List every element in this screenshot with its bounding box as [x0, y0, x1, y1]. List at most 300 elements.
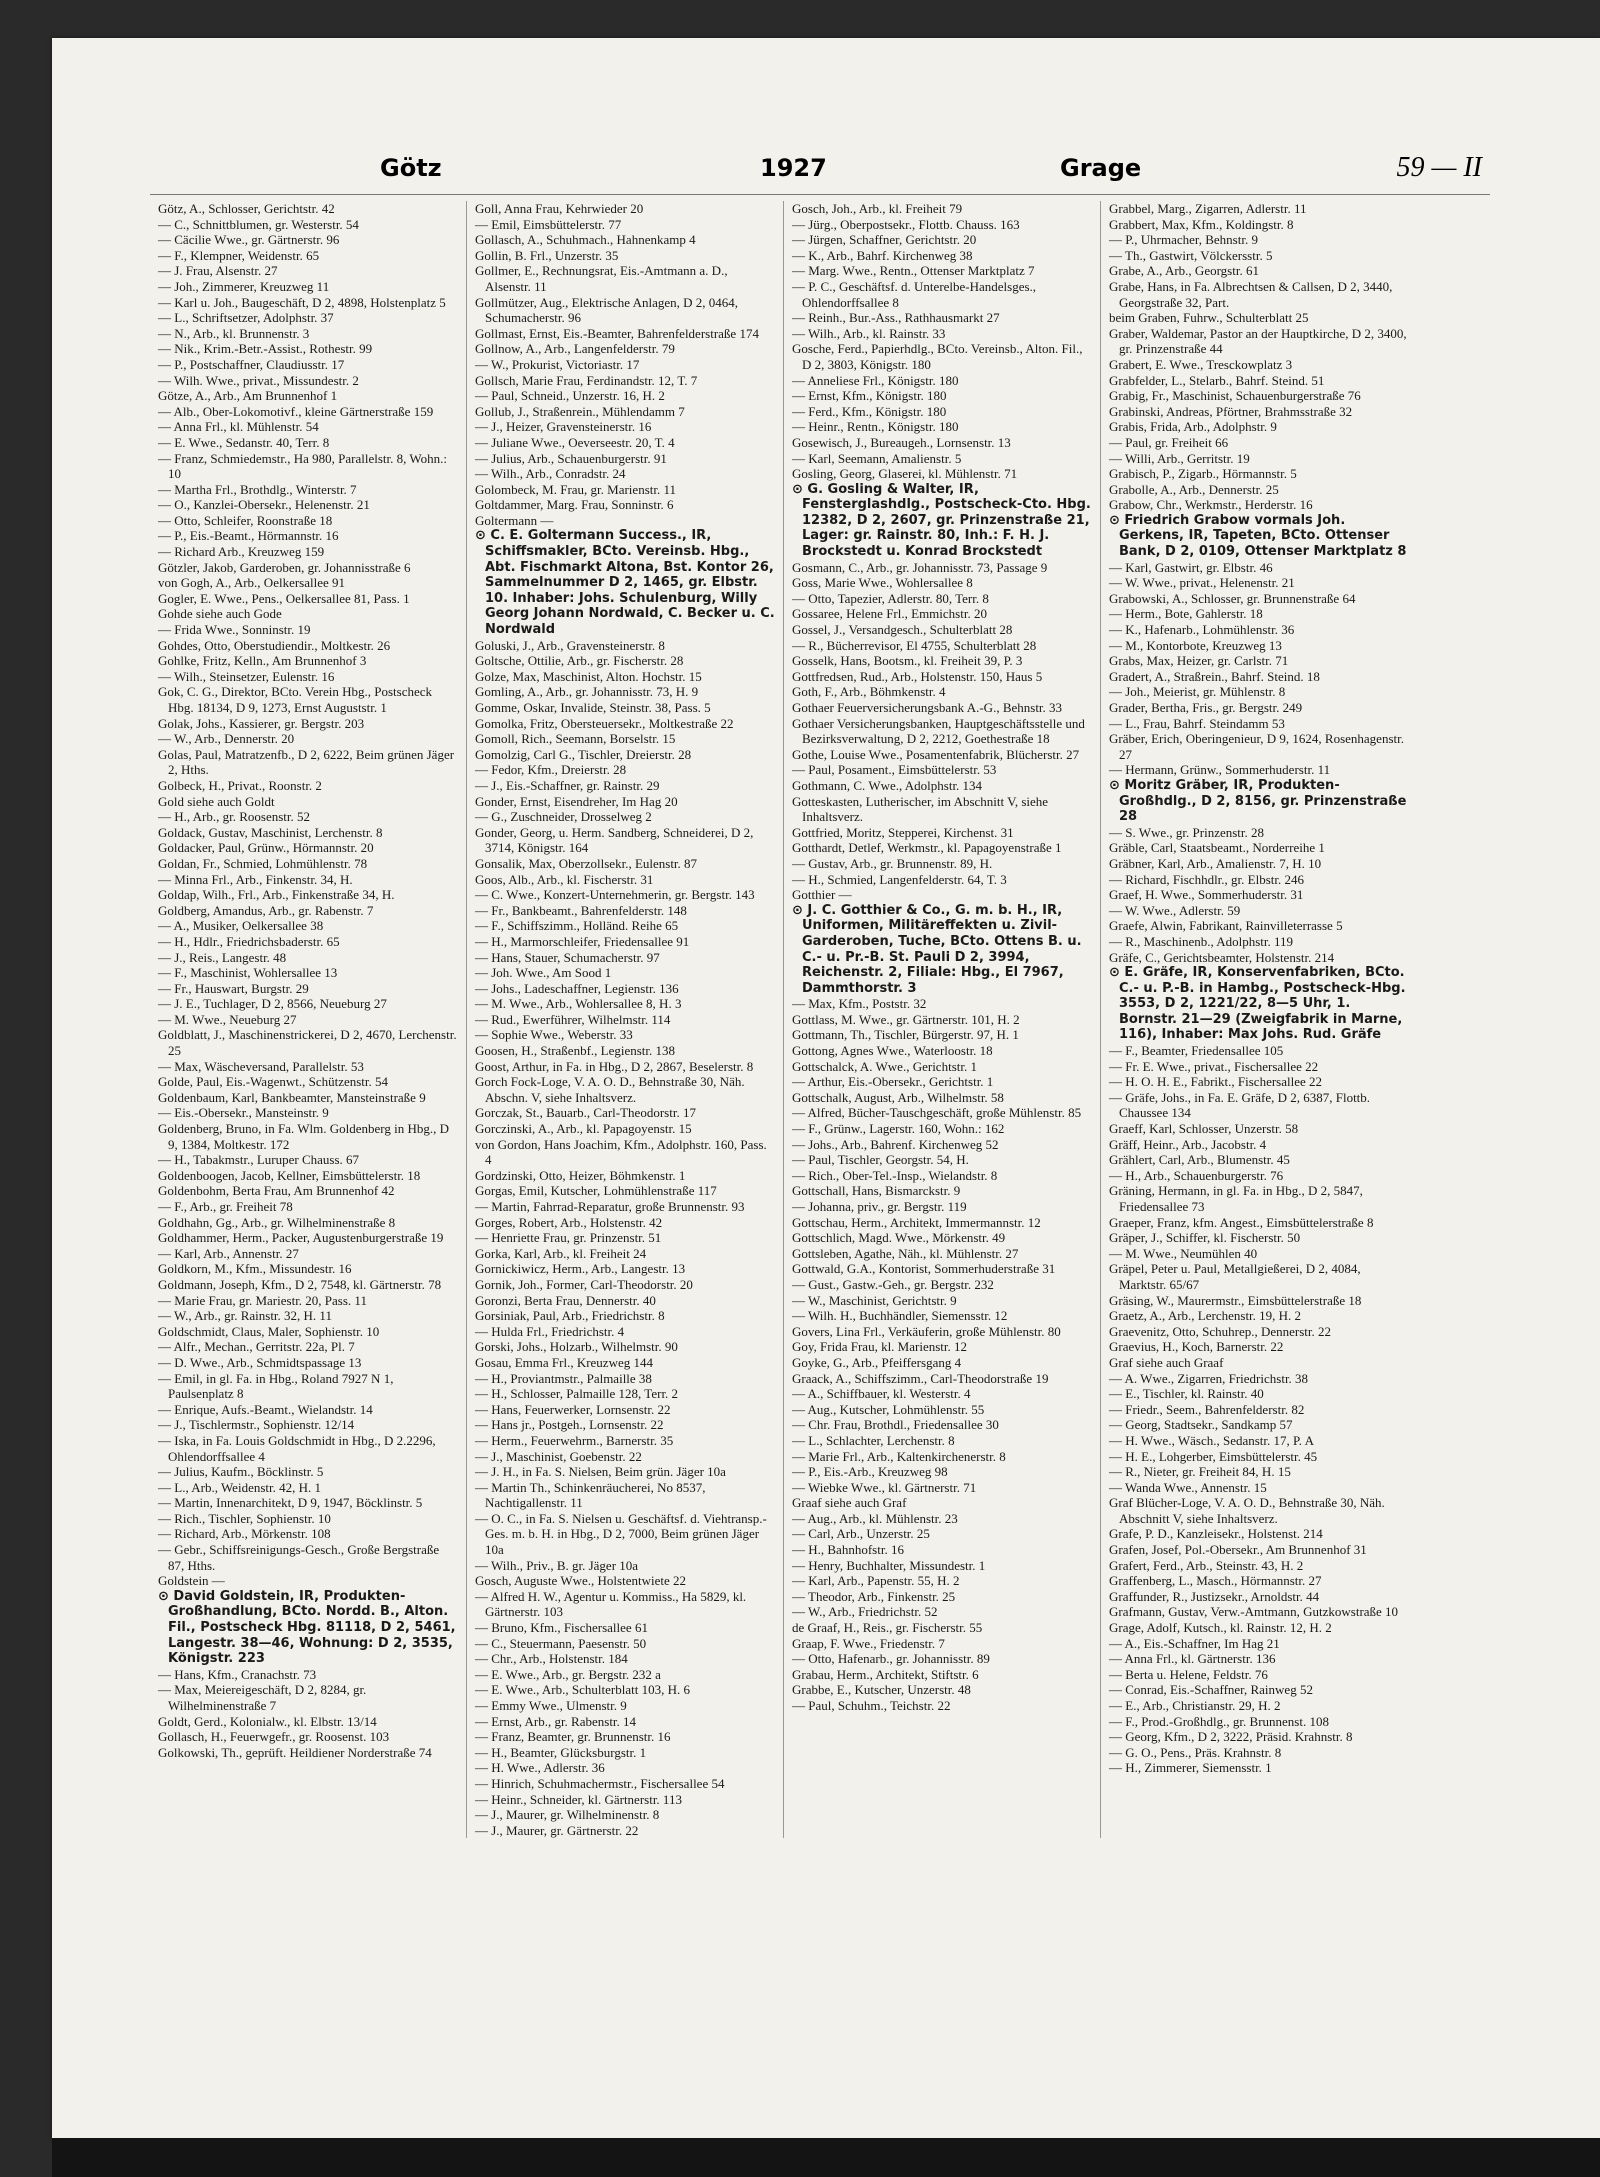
- directory-entry: Grabisch, P., Zigarb., Hörmannstr. 5: [1109, 466, 1297, 482]
- directory-entry: — Aug., Arb., kl. Mühlenstr. 23: [792, 1510, 958, 1526]
- directory-entry: Goldschmidt, Claus, Maler, Sophienstr. 10: [158, 1323, 380, 1339]
- directory-entry: — M. Wwe., Neueburg 27: [158, 1011, 297, 1027]
- directory-entry: Goldenbaum, Karl, Bankbeamter, Mansteinstraße 9: [158, 1089, 426, 1105]
- directory-entry: — Eis.-Obersekr., Mansteinstr. 9: [158, 1105, 329, 1121]
- directory-entry: — M. Wwe., Arb., Wohlersallee 8, H. 3: [475, 996, 682, 1012]
- directory-entry: Goldstein —: [158, 1573, 225, 1589]
- directory-entry: Gräber, Erich, Oberingenieur, D 9, 1624, Rosenhagenstr. 27: [1109, 731, 1404, 762]
- directory-entry: ⊙ G. Gosling & Walter, IR, Fensterglashdlg., Postscheck-Cto. Hbg. 12382, D 2, 2607, gr. Prinzenstraße 21, Lager: gr. Rainstr. 80, Inh.: F. H. J. Brockstedt u. Konrad Brockstedt: [792, 481, 1091, 560]
- directory-entry: — H. Wwe., Wäsch., Sedanstr. 17, P. A: [1109, 1432, 1314, 1448]
- directory-entry: Graf siehe auch Graaf: [1109, 1354, 1224, 1370]
- directory-entry: — Otto, Tapezier, Adlerstr. 80, Terr. 8: [792, 590, 989, 606]
- directory-entry: — E. Wwe., Sedanstr. 40, Terr. 8: [158, 434, 330, 450]
- directory-entry: Gosche, Ferd., Papierhdlg., BCto. Vereinsb., Alton. Fil., D 2, 3803, Königstr. 180: [792, 341, 1083, 372]
- directory-entry: — Wilh., Steinsetzer, Eulenstr. 16: [158, 668, 335, 684]
- directory-entry: — H., Beamter, Glücksburgstr. 1: [475, 1744, 647, 1760]
- directory-entry: Gorski, Johs., Holzarb., Wilhelmstr. 90: [475, 1339, 678, 1355]
- directory-entry: Gräbner, Karl, Arb., Amalienstr. 7, H. 10: [1109, 855, 1322, 871]
- directory-entry: — Richard, Arb., Mörkenstr. 108: [158, 1526, 331, 1542]
- directory-entry: — Th., Gastwirt, Völckersstr. 5: [1109, 247, 1273, 263]
- directory-entry: Gottsleben, Agathe, Näh., kl. Mühlenstr. 27: [792, 1245, 1019, 1261]
- directory-entry: — J., Eis.-Schaffner, gr. Rainstr. 29: [475, 777, 660, 793]
- directory-entry: Gothmann, C. Wwe., Adolphstr. 134: [792, 777, 983, 793]
- directory-entry: — H. E., Lohgerber, Eimsbüttelerstr. 45: [1109, 1448, 1318, 1464]
- directory-entry: — A., Musiker, Oelkersallee 38: [158, 918, 324, 934]
- directory-entry: — F., Arb., gr. Freiheit 78: [158, 1199, 293, 1214]
- directory-entry: — J., Reis., Langestr. 48: [158, 949, 287, 965]
- directory-entry: — E. Wwe., Arb., Schulterblatt 103, H. 6: [475, 1682, 690, 1698]
- directory-entry: Goldhammer, Herm., Packer, Augustenburgerstraße 19: [158, 1230, 444, 1246]
- directory-entry: — Fr., Hauswart, Burgstr. 29: [158, 980, 309, 996]
- directory-entry: — Georg, Stadtsekr., Sandkamp 57: [1109, 1417, 1293, 1433]
- directory-entry: — Henriette Frau, gr. Prinzenstr. 51: [475, 1230, 662, 1246]
- directory-entry: Gräsing, W., Maurermstr., Eimsbüttelerstraße 18: [1109, 1292, 1362, 1308]
- directory-entry: — E., Tischler, kl. Rainstr. 40: [1109, 1386, 1264, 1402]
- directory-entry: — Sophie Wwe., Weberstr. 33: [475, 1027, 633, 1043]
- directory-entry: — Fedor, Kfm., Dreierstr. 28: [475, 762, 627, 778]
- directory-entry: Grabs, Max, Heizer, gr. Carlstr. 71: [1109, 653, 1289, 669]
- directory-entry: Graef, H. Wwe., Sommerhuderstr. 31: [1109, 887, 1304, 903]
- directory-entry: — Fr., Bankbeamt., Bahrenfelderstr. 148: [475, 902, 687, 918]
- directory-entry: — W., Arb., Dennerstr. 20: [158, 731, 295, 747]
- directory-entry: — Herm., Feuerwehrm., Barnerstr. 35: [475, 1432, 674, 1448]
- directory-entry: — Gust., Gastw.-Geh., gr. Bergstr. 232: [792, 1276, 994, 1292]
- directory-entry: — Richard, Fischhdlr., gr. Elbstr. 246: [1109, 871, 1304, 887]
- directory-entry: — R., Nieter, gr. Freiheit 84, H. 15: [1109, 1464, 1291, 1480]
- header-last-name: Grage: [1060, 154, 1142, 182]
- directory-entry: Gottschau, Herm., Architekt, Immermannstr. 12: [792, 1214, 1041, 1230]
- directory-entry: Gradert, A., Straßrein., Bahrf. Steind. 18: [1109, 668, 1320, 684]
- directory-entry: Gosewisch, J., Bureaugeh., Lornsenstr. 13: [792, 434, 1011, 450]
- directory-entry: Gosling, Georg, Glaserei, kl. Mühlenstr. 71: [792, 466, 1018, 482]
- directory-entry: — Karl, Arb., Papenstr. 55, H. 2: [792, 1573, 960, 1589]
- directory-entry: Goldenbohm, Berta Frau, Am Brunnenhof 42: [158, 1183, 395, 1199]
- directory-entry: Goronzi, Berta Frau, Dennerstr. 40: [475, 1292, 656, 1308]
- directory-entry: — P., Eis.-Beamt., Hörmannstr. 16: [158, 528, 339, 544]
- directory-entry: — Theodor, Arb., Finkenstr. 25: [792, 1588, 956, 1604]
- directory-entry: — Paul, Tischler, Georgstr. 54, H.: [792, 1152, 969, 1168]
- directory-entry: Goth, F., Arb., Böhmkenstr. 4: [792, 684, 946, 700]
- directory-entry: — Jürgen, Schaffner, Gerichtstr. 20: [792, 232, 977, 248]
- directory-entry: — Hans, Stauer, Schumacherstr. 97: [475, 949, 660, 965]
- directory-entry: — Cäcilie Wwe., gr. Gärtnerstr. 96: [158, 232, 340, 248]
- directory-entry: — Paul, Schneid., Unzerstr. 16, H. 2: [475, 388, 665, 404]
- directory-entry: — Karl, Seemann, Amalienstr. 5: [792, 450, 962, 466]
- directory-entry: Gomolka, Fritz, Obersteuersekr., Moltkestraße 22: [475, 715, 734, 731]
- directory-entry: Gorgas, Emil, Kutscher, Lohmühlenstraße 117: [475, 1183, 717, 1199]
- directory-entry: Gottschalk, August, Arb., Wilhelmstr. 58: [792, 1089, 1004, 1105]
- directory-entry: — L., Arb., Weidenstr. 42, H. 1: [158, 1479, 322, 1495]
- directory-entry: Gotthardt, Detlef, Werkmstr., kl. Papagoyenstraße 1: [792, 840, 1062, 856]
- column-3: [784, 201, 1101, 1838]
- directory-entry: Gohlke, Fritz, Kelln., Am Brunnenhof 3: [158, 653, 367, 669]
- directory-entry: Gollasch, A., Schuhmach., Hahnenkamp 4: [475, 232, 696, 248]
- directory-entry: — O., Kanzlei-Obersekr., Helenenstr. 21: [158, 497, 370, 513]
- directory-entry: — Anna Frl., kl. Mühlenstr. 54: [158, 419, 319, 435]
- directory-entry: — Martin, Fahrrad-Reparatur, große Brunnenstr. 93: [475, 1199, 745, 1214]
- directory-entry: Gollasch, H., Feuerwgefr., gr. Roosenst. 103: [158, 1729, 390, 1745]
- directory-entry: — E., Arb., Christianstr. 29, H. 2: [1109, 1698, 1281, 1713]
- directory-entry: — A. Wwe., Zigarren, Friedrichstr. 38: [1109, 1370, 1309, 1386]
- directory-entry: — L., Schlachter, Lerchenstr. 8: [792, 1432, 955, 1448]
- directory-entry: Golombeck, M. Frau, gr. Marienstr. 11: [475, 481, 676, 497]
- directory-entry: — Johs., Arb., Bahrenf. Kirchenweg 52: [792, 1136, 999, 1152]
- directory-entry: Gollub, J., Straßenrein., Mühlendamm 7: [475, 403, 685, 419]
- directory-entry: — Bruno, Kfm., Fischersallee 61: [475, 1620, 648, 1636]
- directory-entry: Gollmast, Ernst, Eis.-Beamter, Bahrenfelderstraße 174: [475, 325, 759, 341]
- directory-entry: Graffenberg, L., Masch., Hörmannstr. 27: [1109, 1573, 1322, 1589]
- column-1: [150, 201, 467, 1838]
- directory-entry: — S. Wwe., gr. Prinzenstr. 28: [1109, 824, 1265, 840]
- directory-entry: — Alfr., Mechan., Gerritstr. 22a, Pl. 7: [158, 1339, 355, 1355]
- directory-entry: — Johanna, priv., gr. Bergstr. 119: [792, 1199, 967, 1214]
- directory-entry: Gok, C. G., Direktor, BCto. Verein Hbg., Postscheck Hbg. 18134, D 9, 1273, Ernst Auguststr. 1: [158, 684, 433, 715]
- directory-entry: Gosau, Emma Frl., Kreuzweg 144: [475, 1354, 653, 1370]
- directory-entry: Grabe, Hans, in Fa. Albrechtsen & Callsen, D 2, 3440, Georgstraße 32, Part.: [1109, 278, 1393, 310]
- directory-entry: Gosch, Auguste Wwe., Holstentwiete 22: [475, 1573, 686, 1589]
- directory-entry: — M., Kontorbote, Kreuzweg 13: [1109, 637, 1282, 653]
- directory-entry: Golkowski, Th., geprüft. Heildiener Norderstraße 74: [158, 1744, 432, 1760]
- directory-entry: Gold siehe auch Goldt: [158, 793, 275, 809]
- directory-entry: Grabbe, E., Kutscher, Unzerstr. 48: [792, 1682, 971, 1698]
- directory-entry: Grabow, Chr., Werkmstr., Herderstr. 16: [1109, 497, 1313, 513]
- directory-entry: Goldan, Fr., Schmied, Lohmühlenstr. 78: [158, 855, 368, 871]
- directory-entry: Golze, Max, Maschinist, Alton. Hochstr. 15: [475, 668, 702, 684]
- directory-entry: Graevius, H., Koch, Barnerstr. 22: [1109, 1339, 1284, 1355]
- directory-entry: Gorczak, St., Bauarb., Carl-Theodorstr. 17: [475, 1105, 696, 1121]
- directory-entry: Gohdes, Otto, Oberstudiendir., Moltkestr. 26: [158, 637, 391, 653]
- directory-entry: — H., Bahnhofstr. 16: [792, 1542, 904, 1558]
- directory-entry: Grafert, Ferd., Arb., Steinstr. 43, H. 2: [1109, 1557, 1304, 1573]
- directory-entry: — Arthur, Eis.-Obersekr., Gerichtstr. 1: [792, 1074, 994, 1090]
- directory-entry: — Conrad, Eis.-Schaffner, Rainweg 52: [1109, 1682, 1313, 1698]
- directory-entry: — Chr. Frau, Brothdl., Friedensallee 30: [792, 1417, 999, 1433]
- directory-entry: Gotteskasten, Lutherischer, im Abschnitt V, siehe Inhaltsverz.: [792, 793, 1049, 825]
- directory-entry: — Rich., Tischler, Sophienstr. 10: [158, 1510, 331, 1526]
- directory-entry: — Wilh. H., Buchhändler, Siemensstr. 12: [792, 1308, 1008, 1324]
- directory-entry: — P., Eis.-Arb., Kreuzweg 98: [792, 1464, 948, 1480]
- directory-entry: Goldacker, Paul, Grünw., Hörmannstr. 20: [158, 840, 374, 856]
- directory-entry: — C. Wwe., Konzert-Unternehmerin, gr. Bergstr. 143: [475, 887, 755, 903]
- directory-entry: — Frida Wwe., Sonninstr. 19: [158, 622, 311, 638]
- directory-entry: Grabowski, A., Schlosser, gr. Brunnenstraße 64: [1109, 590, 1356, 606]
- directory-entry: — P., Postschaffner, Claudiusstr. 17: [158, 356, 345, 372]
- directory-entry: — Alfred H. W., Agentur u. Kommiss., Ha 5829, kl. Gärtnerstr. 103: [475, 1588, 747, 1620]
- directory-entry: Graber, Waldemar, Pastor an der Hauptkirche, D 2, 3400, gr. Prinzenstraße 44: [1109, 325, 1407, 357]
- directory-entry: — Alb., Ober-Lokomotivf., kleine Gärtnerstraße 159: [158, 403, 434, 419]
- directory-entry: Gottschalck, A. Wwe., Gerichtstr. 1: [792, 1058, 977, 1074]
- directory-entry: Goldack, Gustav, Maschinist, Lerchenstr. 8: [158, 824, 383, 840]
- directory-entry: — R., Maschinenb., Adolphstr. 119: [1109, 933, 1294, 949]
- directory-entry: — Marie Frau, gr. Mariestr. 20, Pass. 11: [158, 1292, 367, 1308]
- directory-entry: Götz, A., Schlosser, Gerichtstr. 42: [158, 201, 335, 216]
- directory-entry: Graack, A., Schiffszimm., Carl-Theodorstraße 19: [792, 1370, 1049, 1386]
- directory-entry: — K., Hafenarb., Lohmühlenstr. 36: [1109, 622, 1295, 638]
- directory-entry: Gräning, Hermann, in gl. Fa. in Hbg., D 2, 5847, Friedensallee 73: [1109, 1183, 1363, 1214]
- directory-entry: — Berta u. Helene, Feldstr. 76: [1109, 1666, 1268, 1682]
- directory-entry: Golas, Paul, Matratzenfb., D 2, 6222, Beim grünen Jäger 2, Hths.: [158, 746, 455, 778]
- directory-entry: Goll, Anna Frau, Kehrwieder 20: [475, 201, 644, 216]
- directory-entry: Gornik, Joh., Former, Carl-Theodorstr. 20: [475, 1276, 693, 1292]
- page-number: 59 — II: [1396, 152, 1482, 183]
- directory-entry: — Heinr., Schneider, kl. Gärtnerstr. 113: [475, 1791, 682, 1807]
- directory-entry: Gornickiwicz, Herm., Arb., Langestr. 13: [475, 1261, 686, 1277]
- directory-entry: Graefe, Alwin, Fabrikant, Rainvilleterrasse 5: [1109, 918, 1343, 934]
- directory-entry: Goldkorn, M., Kfm., Missundestr. 16: [158, 1261, 352, 1277]
- directory-entry: — Friedr., Seem., Bahrenfelderstr. 82: [1109, 1401, 1305, 1417]
- directory-entry: — N., Arb., kl. Brunnenstr. 3: [158, 325, 310, 341]
- directory-entry: — Marie Frl., Arb., Kaltenkirchenerstr. 8: [792, 1448, 1006, 1464]
- page-content: [150, 150, 1490, 1838]
- directory-entry: — Wiebke Wwe., kl. Gärtnerstr. 71: [792, 1479, 977, 1495]
- directory-entry: Goldberg, Amandus, Arb., gr. Rabenstr. 7: [158, 902, 374, 918]
- directory-entry: Gomolzig, Carl G., Tischler, Dreierstr. 28: [475, 746, 692, 762]
- directory-entry: — W. Wwe., Adlerstr. 59: [1109, 902, 1241, 918]
- directory-entry: Götze, A., Arb., Am Brunnenhof 1: [158, 388, 338, 404]
- directory-entry: Gollnow, A., Arb., Langenfelderstr. 79: [475, 341, 675, 357]
- directory-entry: von Gordon, Hans Joachim, Kfm., Adolphstr. 160, Pass. 4: [475, 1136, 767, 1168]
- directory-entry: — W., Prokurist, Victoriastr. 17: [475, 356, 640, 372]
- directory-entry: Gollsch, Marie Frau, Ferdinandstr. 12, T. 7: [475, 372, 698, 388]
- directory-entry: Graeper, Franz, kfm. Angest., Eimsbüttelerstraße 8: [1109, 1214, 1374, 1230]
- directory-entry: — H., Hdlr., Friedrichsbaderstr. 65: [158, 933, 340, 949]
- directory-entry: — Ernst, Kfm., Königstr. 180: [792, 388, 947, 404]
- directory-entry: — Nik., Krim.-Betr.-Assist., Rothestr. 99: [158, 341, 373, 357]
- directory-entry: — J., Maschinist, Goebenstr. 22: [475, 1448, 642, 1464]
- directory-entry: — Martin Th., Schinkenräucherei, No 8537, Nachtigallenstr. 11: [475, 1479, 706, 1511]
- directory-entry: — F., Klempner, Weidenstr. 65: [158, 247, 320, 263]
- directory-entry: — Joh., Zimmerer, Kreuzweg 11: [158, 278, 330, 294]
- directory-entry: von Gogh, A., Arb., Oelkersallee 91: [158, 575, 346, 591]
- directory-entry: — Enrique, Aufs.-Beamt., Wielandstr. 14: [158, 1401, 373, 1417]
- directory-entry: — P., Uhrmacher, Behnstr. 9: [1109, 232, 1258, 248]
- directory-entry: — Herm., Bote, Gahlerstr. 18: [1109, 606, 1263, 622]
- directory-entry: — Julius, Kaufm., Böcklinstr. 5: [158, 1464, 324, 1480]
- directory-entry: Grafe, P. D., Kanzleisekr., Holstenst. 214: [1109, 1526, 1323, 1542]
- directory-entry: — Martha Frl., Brothdlg., Winterstr. 7: [158, 481, 357, 497]
- directory-entry: Gottmann, Th., Tischler, Bürgerstr. 97, H. 1: [792, 1027, 1019, 1043]
- directory-entry: — J., Maurer, gr. Wilhelminenstr. 8: [475, 1807, 660, 1823]
- column-2: [467, 201, 784, 1838]
- directory-entry: Gothaer Feuerversicherungsbank A.-G., Behnstr. 33: [792, 700, 1063, 715]
- directory-entry: — Otto, Schleifer, Roonstraße 18: [158, 512, 333, 528]
- directory-entry: — Willi, Arb., Gerritstr. 19: [1109, 450, 1250, 466]
- directory-entry: Grabbert, Max, Kfm., Koldingstr. 8: [1109, 216, 1294, 232]
- directory-entry: — Wilh., Priv., B. gr. Jäger 10a: [475, 1557, 639, 1573]
- directory-entry: Goldhahn, Gg., Arb., gr. Wilhelminenstraße 8: [158, 1214, 396, 1230]
- directory-entry: Gorges, Robert, Arb., Holstenstr. 42: [475, 1214, 663, 1230]
- directory-entry: Gogler, E. Wwe., Pens., Oelkersallee 81, Pass. 1: [158, 590, 410, 606]
- directory-entry: — Gebr., Schiffsreinigungs-Gesch., Große Bergstraße 87, Hths.: [158, 1542, 440, 1573]
- directory-entry: Goyke, G., Arb., Pfeiffersgang 4: [792, 1354, 962, 1370]
- directory-entry: Gräper, J., Schiffer, kl. Fischerstr. 50: [1109, 1230, 1301, 1246]
- directory-entry: Grabe, A., Arb., Georgstr. 61: [1109, 263, 1259, 279]
- directory-entry: — Chr., Arb., Holstenstr. 184: [475, 1651, 628, 1667]
- directory-entry: — Hans, Feuerwerker, Lornsenstr. 22: [475, 1401, 671, 1417]
- directory-entry: — Karl u. Joh., Baugeschäft, D 2, 4898, Holstenplatz 5: [158, 294, 446, 310]
- directory-entry: Grabbel, Marg., Zigarren, Adlerstr. 11: [1109, 201, 1307, 216]
- directory-entry: — Minna Frl., Arb., Finkenstr. 34, H.: [158, 871, 353, 887]
- directory-entry: — H. O. H. E., Fabrikt., Fischersallee 22: [1109, 1074, 1323, 1090]
- directory-entry: Gollmer, E., Rechnungsrat, Eis.-Amtmann a. D., Alsenstr. 11: [475, 263, 728, 294]
- directory-entry: — H., Arb., Schauenburgerstr. 76: [1109, 1167, 1284, 1183]
- directory-entry: Golak, Johs., Kassierer, gr. Bergstr. 203: [158, 715, 365, 731]
- directory-entry: Goluski, J., Arb., Gravensteinerstr. 8: [475, 637, 665, 653]
- directory-entry: — O. C., in Fa. S. Nielsen u. Geschäftsf. d. Viehtransp.-Ges. m. b. H. in Hbg., D 2, 7000, Beim grünen Jäger 10a: [475, 1510, 767, 1558]
- directory-entry: Goltdammer, Marg. Frau, Sonninstr. 6: [475, 497, 674, 513]
- directory-entry: Gosselk, Hans, Bootsm., kl. Freiheit 39, P. 3: [792, 653, 1023, 669]
- directory-entry: Gossaree, Helene Frl., Emmichstr. 20: [792, 606, 987, 622]
- directory-entry: Golbeck, H., Privat., Roonstr. 2: [158, 777, 322, 793]
- directory-entry: — J. E., Tuchlager, D 2, 8566, Neueburg 27: [158, 996, 387, 1012]
- directory-entry: Gossel, J., Versandgesch., Schulterblatt 28: [792, 622, 1013, 638]
- directory-entry: Graf Blücher-Loge, V. A. O. D., Behnstraße 30, Näh. Abschnitt V, siehe Inhaltsverz.: [1109, 1495, 1385, 1526]
- directory-entry: — Hans, Kfm., Cranachstr. 73: [158, 1666, 317, 1682]
- directory-entry: Götzler, Jakob, Garderoben, gr. Johannisstraße 6: [158, 559, 411, 575]
- directory-entry: — H., Schlosser, Palmaille 128, Terr. 2: [475, 1386, 679, 1402]
- directory-entry: — Richard Arb., Kreuzweg 159: [158, 544, 325, 560]
- directory-entry: — J., Heizer, Gravensteinerstr. 16: [475, 419, 652, 435]
- directory-entry: — D. Wwe., Arb., Schmidtspassage 13: [158, 1354, 362, 1370]
- directory-entry: Goldenboogen, Jacob, Kellner, Eimsbüttelerstr. 18: [158, 1167, 421, 1183]
- directory-entry: — Gustav, Arb., gr. Brunnenstr. 89, H.: [792, 855, 993, 871]
- directory-entry: Gottfredsen, Rud., Arb., Holstenstr. 150, Haus 5: [792, 668, 1043, 684]
- directory-entry: Goldenberg, Bruno, in Fa. Wlm. Goldenberg in Hbg., D 9, 1384, Moltkestr. 172: [158, 1121, 450, 1152]
- directory-entry: — Gräfe, Johs., in Fa. E. Gräfe, D 2, 6387, Flottb. Chaussee 134: [1109, 1089, 1371, 1121]
- directory-entry: — Wilh., Arb., kl. Rainstr. 33: [792, 325, 946, 341]
- directory-entry: — Aug., Kutscher, Lohmühlenstr. 55: [792, 1401, 985, 1417]
- directory-entry: Gräfe, C., Gerichtsbeamter, Holstenstr. 214: [1109, 949, 1335, 965]
- directory-entry: — M. Wwe., Neumühlen 40: [1109, 1245, 1258, 1261]
- directory-entry: Grafmann, Gustav, Verw.-Amtmann, Gutzkowstraße 10: [1109, 1604, 1399, 1620]
- header-year: 1927: [760, 154, 827, 182]
- directory-entry: — Max, Wäscheversand, Parallelstr. 53: [158, 1058, 364, 1074]
- directory-entry: Gothaer Versicherungsbanken, Hauptgeschäftsstelle und Bezirksverwaltung, D 2, 2212, Goethestraße 18: [792, 715, 1085, 747]
- directory-entry: Gorczinski, A., Arb., kl. Papagoyenstr. 15: [475, 1121, 692, 1137]
- directory-entry: — R., Bücherrevisor, El 4755, Schulterblatt 28: [792, 637, 1037, 653]
- directory-entry: Goldap, Wilh., Frl., Arb., Finkenstraße 34, H.: [158, 887, 395, 903]
- directory-entry: — Anna Frl., kl. Gärtnerstr. 136: [1109, 1651, 1276, 1667]
- directory-entry: — C., Steuermann, Paesenstr. 50: [475, 1635, 647, 1651]
- directory-entry: ⊙ E. Gräfe, IR, Konservenfabriken, BCto. C.- u. P.-B. in Hambg., Postscheck-Hbg. 3553, D 2, 1221/22, 8—5 Uhr, 1. Bornstr. 21—29 (Zweigfabrik in Marne, 116), Inhaber: Max Johs. Rud. Gräfe: [1109, 965, 1406, 1043]
- directory-entry: — G., Zuschneider, Drosselweg 2: [475, 809, 652, 825]
- directory-entry: Goldt, Gerd., Kolonialw., kl. Elbstr. 13/14: [158, 1713, 377, 1729]
- directory-entry: Goost, Arthur, in Fa. in Hbg., D 2, 2867, Beselerstr. 8: [475, 1058, 754, 1074]
- directory-entry: Gomoll, Rich., Seemann, Borselstr. 15: [475, 731, 676, 747]
- directory-entry: — Franz, Beamter, gr. Brunnenstr. 16: [475, 1729, 671, 1745]
- directory-entry: Goy, Frida Frau, kl. Marienstr. 12: [792, 1339, 967, 1355]
- directory-entry: — E. Wwe., Arb., gr. Bergstr. 232 a: [475, 1666, 661, 1682]
- directory-entry: Graeff, Karl, Schlosser, Unzerstr. 58: [1109, 1121, 1299, 1137]
- directory-entry: — W., Maschinist, Gerichtstr. 9: [792, 1292, 957, 1308]
- directory-entry: Gottwald, G.A., Kontorist, Sommerhuderstraße 31: [792, 1261, 1056, 1277]
- directory-entry: Gonsalik, Max, Oberzollsekr., Eulenstr. 87: [475, 855, 698, 871]
- directory-entry: Gomme, Oskar, Invalide, Steinstr. 38, Pass. 5: [475, 700, 711, 715]
- directory-entry: ⊙ C. E. Goltermann Success., IR, Schiffsmakler, BCto. Vereinsb. Hbg., Abt. Fischmarkt Altona, Bst. Kontor 26, Sammelnummer D 2, 1465, gr. Elbstr. 10. Inhaber: Johs. Schulenburg, Willy Georg Johann Nordwald, C. Becker u. C. Nordwald: [475, 528, 775, 638]
- directory-entry: — H. Wwe., Adlerstr. 36: [475, 1760, 605, 1776]
- directory-entry: — H., Arb., gr. Roosenstr. 52: [158, 809, 311, 825]
- directory-entry: — F., Schiffszimm., Holländ. Reihe 65: [475, 918, 679, 934]
- directory-entry: — Karl, Gastwirt, gr. Elbstr. 46: [1109, 559, 1273, 575]
- directory-entry: — Iska, in Fa. Louis Goldschmidt in Hbg., D 2.2296, Ohlendorffsallee 4: [158, 1432, 436, 1464]
- directory-entry: — H., Schmied, Langenfelderstr. 64, T. 3: [792, 871, 1007, 887]
- directory-entry: — K., Arb., Bahrf. Kirchenweg 38: [792, 247, 973, 263]
- directory-entry: ⊙ David Goldstein, IR, Produkten-Großhandlung, BCto. Nordd. B., Alton. Fil., Postscheck Hbg. 81118, D 2, 5461, Langestr. 38—46, Wohnung: D 2, 3535, Königstr. 223: [158, 1588, 456, 1667]
- directory-entry: Grählert, Carl, Arb., Blumenstr. 45: [1109, 1152, 1290, 1168]
- directory-entry: — Wilh. Wwe., privat., Missundestr. 2: [158, 372, 359, 388]
- directory-entry: — Julius, Arb., Schauenburgerstr. 91: [475, 450, 667, 466]
- entry-columns: [150, 201, 1490, 1838]
- directory-entry: — Max, Meiereigeschäft, D 2, 8284, gr. Wilhelminenstraße 7: [158, 1682, 367, 1713]
- directory-entry: — Franz, Schmiedemstr., Ha 980, Parallelstr. 8, Wohn.: 10: [158, 450, 448, 482]
- directory-entry: — Ernst, Arb., gr. Rabenstr. 14: [475, 1713, 637, 1729]
- directory-entry: — J., Maurer, gr. Gärtnerstr. 22: [475, 1822, 639, 1838]
- directory-entry: Graevenitz, Otto, Schuhrep., Dennerstr. 22: [1109, 1323, 1332, 1339]
- directory-entry: — Paul, gr. Freiheit 66: [1109, 434, 1229, 450]
- directory-entry: — P. C., Geschäftsf. d. Unterelbe-Handelsges., Ohlendorffsallee 8: [792, 278, 1037, 310]
- directory-entry: — Juliane Wwe., Oeverseestr. 20, T. 4: [475, 434, 675, 450]
- directory-entry: — Max, Kfm., Poststr. 32: [792, 996, 927, 1012]
- directory-entry: — Hinrich, Schuhmachermstr., Fischersallee 54: [475, 1775, 725, 1791]
- directory-entry: — H., Marmorschleifer, Friedensallee 91: [475, 933, 690, 949]
- directory-entry: Goss, Marie Wwe., Wohlersallee 8: [792, 575, 973, 591]
- directory-entry: Grabinski, Andreas, Pförtner, Brahmsstraße 32: [1109, 403, 1353, 419]
- directory-entry: — F., Beamter, Friedensallee 105: [1109, 1043, 1284, 1059]
- directory-entry: Goldmann, Joseph, Kfm., D 2, 7548, kl. Gärtnerstr. 78: [158, 1276, 442, 1292]
- directory-entry: Gordzinski, Otto, Heizer, Böhmkenstr. 1: [475, 1167, 686, 1183]
- directory-entry: Grabfelder, L., Stelarb., Bahrf. Steind. 51: [1109, 372, 1325, 388]
- directory-entry: Gorka, Karl, Arb., kl. Freiheit 24: [475, 1245, 647, 1261]
- directory-entry: — Joh. Wwe., Am Sood 1: [475, 965, 612, 981]
- directory-entry: — C., Schnittblumen, gr. Westerstr. 54: [158, 216, 359, 232]
- directory-entry: — Jürg., Oberpostsekr., Flottb. Chauss. 163: [792, 216, 1020, 232]
- directory-entry: — Carl, Arb., Unzerstr. 25: [792, 1526, 930, 1542]
- directory-entry: Graetz, A., Arb., Lerchenstr. 19, H. 2: [1109, 1308, 1302, 1324]
- column-4: [1101, 201, 1417, 1838]
- directory-entry: Gosmann, C., Arb., gr. Johannisstr. 73, Passage 9: [792, 559, 1048, 575]
- directory-entry: Grabolle, A., Arb., Dennerstr. 25: [1109, 481, 1279, 497]
- directory-entry: Goldblatt, J., Maschinenstrickerei, D 2, 4670, Lerchenstr. 25: [158, 1027, 457, 1059]
- directory-entry: beim Graben, Fuhrw., Schulterblatt 25: [1109, 310, 1309, 326]
- directory-entry: — Reinh., Bur.-Ass., Rathhausmarkt 27: [792, 310, 1000, 326]
- directory-entry: — Joh., Meierist, gr. Mühlenstr. 8: [1109, 684, 1286, 700]
- directory-entry: de Graaf, H., Reis., gr. Fischerstr. 55: [792, 1620, 983, 1636]
- directory-entry: — J. H., in Fa. S. Nielsen, Beim grün. Jäger 10a: [475, 1464, 726, 1480]
- directory-entry: — Johs., Ladeschaffner, Legienstr. 136: [475, 980, 679, 996]
- directory-entry: — Alfred, Bücher-Tauschgeschäft, große Mühlenstr. 85: [792, 1105, 1082, 1121]
- directory-entry: Gottlass, M. Wwe., gr. Gärtnerstr. 101, H. 2: [792, 1011, 1020, 1027]
- directory-entry: Gosch, Joh., Arb., kl. Freiheit 79: [792, 201, 963, 216]
- directory-entry: Gottschlich, Magd. Wwe., Mörkenstr. 49: [792, 1230, 1006, 1246]
- directory-entry: — Wilh., Arb., Conradstr. 24: [475, 466, 626, 482]
- directory-entry: — Emil, in gl. Fa. in Hbg., Roland 7927 N 1, Paulsenplatz 8: [158, 1370, 394, 1402]
- directory-entry: — J. Frau, Alsenstr. 27: [158, 263, 278, 279]
- directory-entry: Gollin, B. Frl., Unzerstr. 35: [475, 247, 619, 263]
- directory-entry: — Fr. E. Wwe., privat., Fischersallee 22: [1109, 1058, 1319, 1074]
- directory-entry: — Rud., Ewerführer, Wilhelmstr. 114: [475, 1011, 671, 1027]
- directory-entry: Gräble, Carl, Staatsbeamt., Norderreihe 1: [1109, 840, 1325, 856]
- directory-entry: — F., Grünw., Lagerstr. 160, Wohn.: 162: [792, 1121, 1005, 1137]
- directory-entry: — L., Frau, Bahrf. Steindamm 53: [1109, 715, 1285, 731]
- directory-entry: — Henry, Buchhalter, Missundestr. 1: [792, 1557, 986, 1573]
- directory-entry: Gorch Fock-Loge, V. A. O. D., Behnstraße 30, Näh. Abschn. V, siehe Inhaltsverz.: [475, 1074, 745, 1105]
- directory-entry: — Rich., Ober-Tel.-Insp., Wielandstr. 8: [792, 1167, 998, 1183]
- directory-entry: — Hans jr., Postgeh., Lornsenstr. 22: [475, 1417, 664, 1433]
- directory-entry: Grabert, E. Wwe., Tresckowplatz 3: [1109, 356, 1293, 372]
- directory-entry: — H., Tabakmstr., Luruper Chauss. 67: [158, 1152, 360, 1168]
- directory-entry: Govers, Lina Frl., Verkäuferin, große Mühlenstr. 80: [792, 1323, 1061, 1339]
- directory-entry: — Anneliese Frl., Königstr. 180: [792, 372, 959, 388]
